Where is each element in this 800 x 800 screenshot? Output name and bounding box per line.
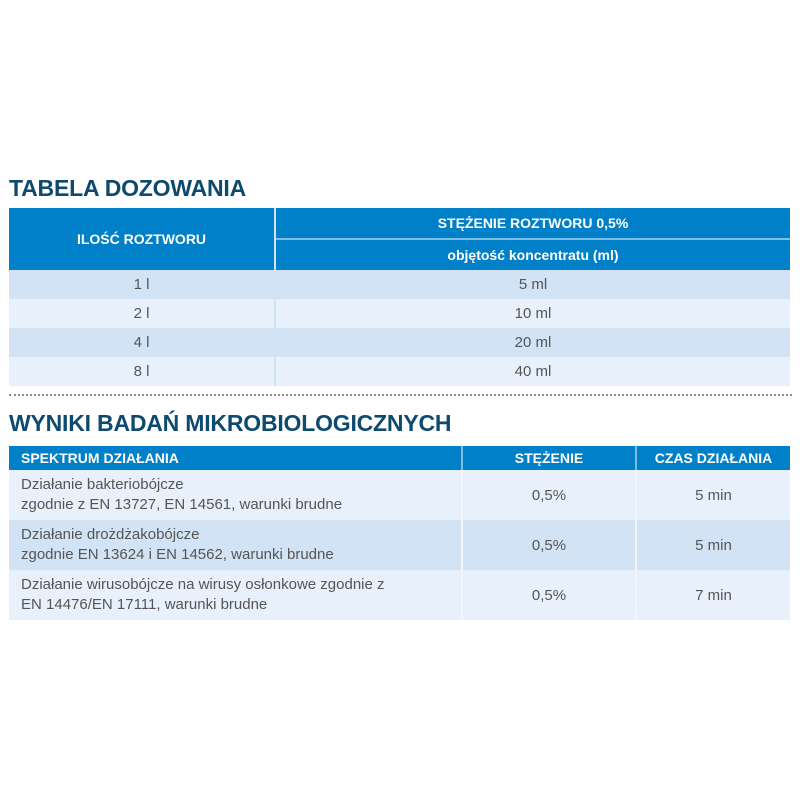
solution-amount: 1 l [9, 270, 275, 299]
header-action-time: CZAS DZIAŁANIA [636, 446, 790, 470]
spectrum-line2: zgodnie EN 13624 i EN 14562, warunki brudne [21, 546, 334, 563]
spectrum-line1: Działanie bakteriobójcze [21, 476, 184, 493]
micro-results-table [9, 446, 790, 620]
spectrum-description [9, 520, 462, 570]
dosage-table [9, 208, 790, 386]
concentration-value: 0,5% [462, 520, 636, 570]
concentration-value: 0,5% [462, 470, 636, 520]
micro-results-title: WYNIKI BADAŃ MIKROBIOLOGICZNYCH [9, 410, 452, 436]
table-row [9, 357, 790, 386]
spectrum-description [9, 570, 462, 620]
table-row [9, 470, 790, 520]
table-row [9, 270, 790, 299]
header-solution-amount: ILOŚĆ ROZTWORU [9, 208, 275, 270]
spectrum-line2: EN 14476/EN 17111, warunki brudne [21, 596, 268, 613]
spectrum-line1: Działanie drożdżakobójcze [21, 526, 200, 543]
concentration-value: 0,5% [462, 570, 636, 620]
concentrate-volume: 10 ml [275, 299, 790, 328]
concentrate-volume: 20 ml [275, 328, 790, 357]
spectrum-line2: zgodnie z EN 13727, EN 14561, warunki brudne [21, 496, 343, 513]
table-row [9, 328, 790, 357]
dosage-table-title: TABELA DOZOWANIA [9, 175, 246, 201]
table-row [9, 299, 790, 328]
time-value: 7 min [636, 570, 790, 620]
header-concentration: STĘŻENIE ROZTWORU 0,5% [275, 208, 790, 239]
concentrate-volume: 5 ml [275, 270, 790, 299]
header-concentration: STĘŻENIE [462, 446, 636, 470]
time-value: 5 min [636, 470, 790, 520]
spectrum-line1: Działanie wirusobójcze na wirusy osłonkowe zgodnie z [21, 576, 385, 593]
solution-amount: 4 l [9, 328, 275, 357]
table-row [9, 520, 790, 570]
header-spectrum: SPEKTRUM DZIAŁANIA [9, 446, 462, 470]
solution-amount: 2 l [9, 299, 275, 328]
time-value: 5 min [636, 520, 790, 570]
dotted-divider [9, 394, 792, 396]
spectrum-description [9, 470, 462, 520]
concentrate-volume: 40 ml [275, 357, 790, 386]
solution-amount: 8 l [9, 357, 275, 386]
table-row [9, 570, 790, 620]
header-concentrate-volume: objętość koncentratu (ml) [275, 239, 790, 270]
